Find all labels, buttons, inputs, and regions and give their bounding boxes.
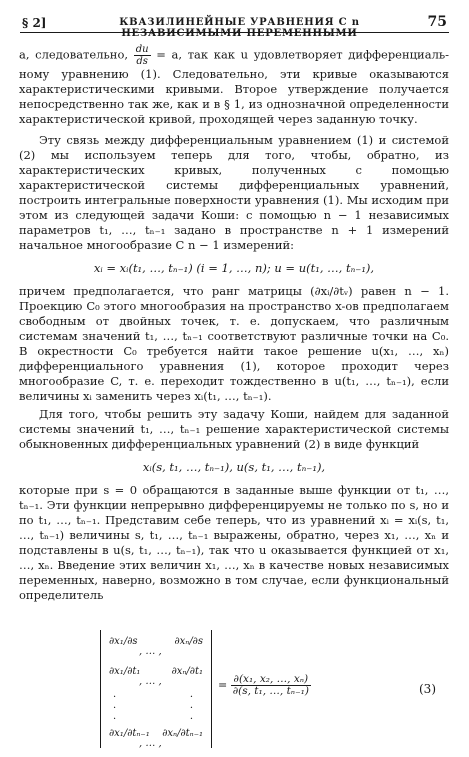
equation-number-3: (3) [419, 682, 436, 696]
jacobian-determinant [100, 630, 440, 750]
page-number: 75 [427, 14, 447, 30]
equation-solutions: xᵢ(s, t₁, …, tₙ₋₁), u(s, t₁, …, tₙ₋₁), [142, 460, 326, 474]
det-r4c1: ∂x₁/∂tₙ₋₁ [109, 728, 150, 739]
det-r2c1: ∂x₁/∂t₁ [109, 666, 141, 677]
det-r4c3: ∂xₙ/∂tₙ₋₁ [162, 728, 203, 739]
det-r1c3: ∂xₙ/∂s [174, 636, 203, 647]
page-body [19, 44, 449, 603]
running-header [20, 6, 449, 39]
section-mark: § 2] [22, 16, 47, 30]
paragraph-2: Эту связь между дифференциальным уравнением (1) и системой (2) мы используем теперь для того, чтобы, обратно, из характеристических кривых, полученных с помощью характеристической системы дифференциальных уравнений, построить интегральные поверхности уравнения (1). Мы исходим при этом из следующей задачи Коши: с помощью n − 1 независимых параметров t₁, …, tₙ₋₁ задано в пространстве n + 1 измерений начальное многообразие C n − 1 измерений: [19, 133, 449, 252]
paragraph-3: причем предполагается, что ранг матрицы (∂xᵢ/∂tᵥ) равен n − 1. Проекцию C₀ этого многообразия на пространство x-ов предполагаем свободным от двойных точек, т. е. допускаем, что различным системам значений t₁, …, tₙ₋₁ соответствуют различные точки на C₀. В окрестности C₀ требуется найти такое решение u(x₁, …, xₙ) дифференциального уравнения (1), которое проходит через многообразие C, т. е. переходит тождественно в u(t₁, …, tₙ₋₁), если величины xᵢ заменить через xᵢ(t₁, …, tₙ₋₁). [19, 284, 449, 403]
jacobian-rhs: = $\frac{\text{∂(x₁, x₂, …, xₙ)}}{\text{∂(s, t₁, …, tₙ₋₁)}}$ [218, 673, 309, 697]
header-title: КВАЗИЛИНЕЙНЫЕ УРАВНЕНИЯ С n НЕЗАВИСИМЫМИ ПЕРЕМЕННЫМИ [119, 17, 360, 39]
paragraph-1: а, следовательно, $\frac{du}{ds}$ = a, так как u удовлетворяет дифференциаль- ному уравнению (1). Следовательно, эти кривые оказываются характеристическими кривыми. Второе утверждение получается непосредственно так же, как и в § 1, из однозначной определенности характеристической кривой, проходящей через заданную точку. [19, 44, 450, 126]
paragraph-4: Для того, чтобы решить эту задачу Коши, найдем для заданной системы значений t₁, …, tₙ₋₁ решение характеристической системы обыкновенных дифференциальных уравнений (2) в виде функций [19, 407, 449, 451]
det-r1c1: ∂x₁/∂s [109, 636, 138, 647]
fraction-du-ds: $\frac{du}{ds}$ [135, 44, 149, 67]
paragraph-5: которые при s = 0 обращаются в заданные выше функции от t₁, …, tₙ₋₁. Эти функции непрерывно дифференцируемы не только по s, но и по t₁, …, tₙ₋₁. Представим себе теперь, что из уравнений xᵢ = xᵢ(s, t₁, …, tₙ₋₁) величины s, t₁, …, tₙ₋₁ выражены, обратно, через x₁, …, xₙ и подставлены в u(s, t₁, …, tₙ₋₁), так что u оказывается функцией от x₁, …, xₙ. Введение этих величин x₁, …, xₙ в качестве новых независимых переменных, наверно, возможно в том случае, если функциональный определитель [19, 483, 449, 602]
determinant-matrix: ∂x₁/∂s , … , ∂xₙ/∂s ∂x₁/∂t₁ , … , ∂xₙ/∂t₁ · · · · · · ∂x₁/∂tₙ₋₁ , … , ∂xₙ/∂tₙ₋₁ [100, 630, 212, 748]
det-r2c3: ∂xₙ/∂t₁ [171, 666, 203, 677]
equation-initial-manifold: xᵢ = xᵢ(t₁, …, tₙ₋₁) (i = 1, …, n); u = u(t₁, …, tₙ₋₁), [93, 261, 375, 275]
